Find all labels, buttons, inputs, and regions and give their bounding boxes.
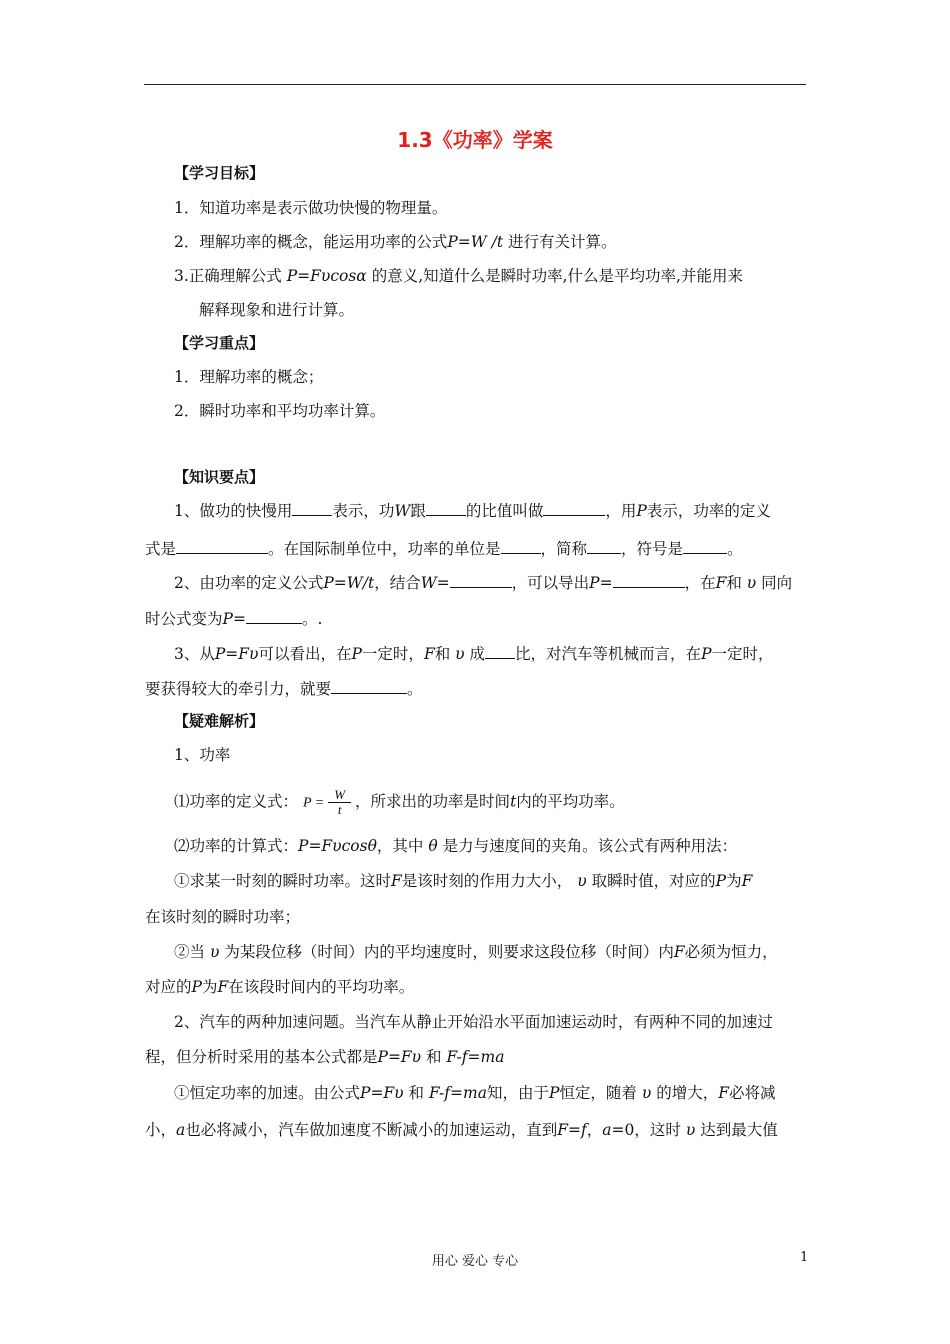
knowledge-p3-cont: 要获得较大的牵引力，就要 。 [145,680,423,698]
key-point-2: 2．瞬时功率和平均功率计算。 [174,402,386,420]
goal-item-3: 3.正确理解公式 P=Fυcosα 的意义,知道什么是瞬时功率,什么是平均功率,并能用来 [174,267,743,285]
analysis-section-1: 1、功率 [174,746,231,764]
knowledge-p1: 1、做功的快慢用 表示，功W跟 的比值叫做 ，用P表示，功率的定义 [174,502,771,520]
case-constant-power: ①恒定功率的加速。由公式P=Fυ 和 F-f=ma知，由于P恒定，随着 υ 的增大，F必将减 [174,1084,776,1102]
knowledge-p2: 2、由功率的定义公式P=W/t，结合W= ，可以导出P= ，在F和 υ 同向 [174,574,793,592]
fill-blank[interactable] [485,643,515,659]
page-footer: 用心 爱心 专心 [431,1254,519,1269]
analysis-heading: 【疑难解析】 [174,712,265,730]
goal-item-3-cont: 解释现象和进行计算。 [199,301,355,319]
fill-blank[interactable] [683,538,727,554]
fill-blank[interactable] [450,572,512,588]
knowledge-p2-cont: 时公式变为P= 。. [145,610,323,628]
goal-item-2: 2．理解功率的概念，能运用功率的公式P=W /t 进行有关计算。 [174,233,617,251]
fill-blank[interactable] [292,500,332,516]
page-title: 1.3《功率》学案 [397,128,553,152]
page-number: 1 [800,1250,809,1265]
fill-blank[interactable] [246,608,302,624]
fill-blank[interactable] [543,500,605,516]
knowledge-p3: 3、从P=Fυ可以看出，在P一定时，F和 υ 成 比，对汽车等机械而言，在P一定时， [174,645,774,663]
goal-item-1: 1．知道功率是表示做功快慢的物理量。 [174,199,448,217]
header-rule [144,84,806,85]
fill-blank[interactable] [613,572,685,588]
fill-blank[interactable] [176,538,268,554]
usage-2-cont: 对应的P为F在该段时间内的平均功率。 [145,978,415,996]
fill-blank[interactable] [501,538,541,554]
calc-formula-line: ⑵功率的计算式：P=Fυcosθ，其中 θ 是力与速度间的夹角。该公式有两种用法： [174,837,738,855]
analysis-section-2: 2、汽车的两种加速问题。当汽车从静止开始沿水平面加速运动时，有两种不同的加速过 [174,1013,773,1031]
knowledge-heading: 【知识要点】 [174,468,265,486]
knowledge-p1-cont: 式是 。在国际制单位中，功率的单位是 ，简称 ，符号是 。 [145,540,743,558]
case-constant-power-cont: 小，a也必将减小，汽车做加速度不断减小的加速运动，直到F=f，a=0，这时 υ 达到最大值 [145,1121,778,1139]
key-points-heading: 【学习重点】 [174,334,265,352]
fill-blank[interactable] [587,538,621,554]
usage-1: ①求某一时刻的瞬时功率。这时F是该时刻的作用力大小， υ 取瞬时值，对应的P为F [174,872,753,890]
fill-blank[interactable] [426,500,466,516]
usage-2: ②当 υ 为某段位移（时间）内的平均速度时，则要求这段位移（时间）内F必须为恒力， [174,943,778,961]
key-point-1: 1．理解功率的概念； [174,368,324,386]
analysis-section-2-cont: 程，但分析时采用的基本公式都是P=Fυ 和 F-f=ma [145,1048,505,1066]
fill-blank[interactable] [331,678,407,694]
goals-heading: 【学习目标】 [174,164,265,182]
usage-1-cont: 在该时刻的瞬时功率； [145,908,301,926]
fraction-w-over-t: $\frac{W}{t}$ [328,788,351,817]
definition-formula-line: ⑴功率的定义式： P = $\frac{W}{t}$ ，所求出的功率是时间t内的平均功率。 [174,787,625,817]
